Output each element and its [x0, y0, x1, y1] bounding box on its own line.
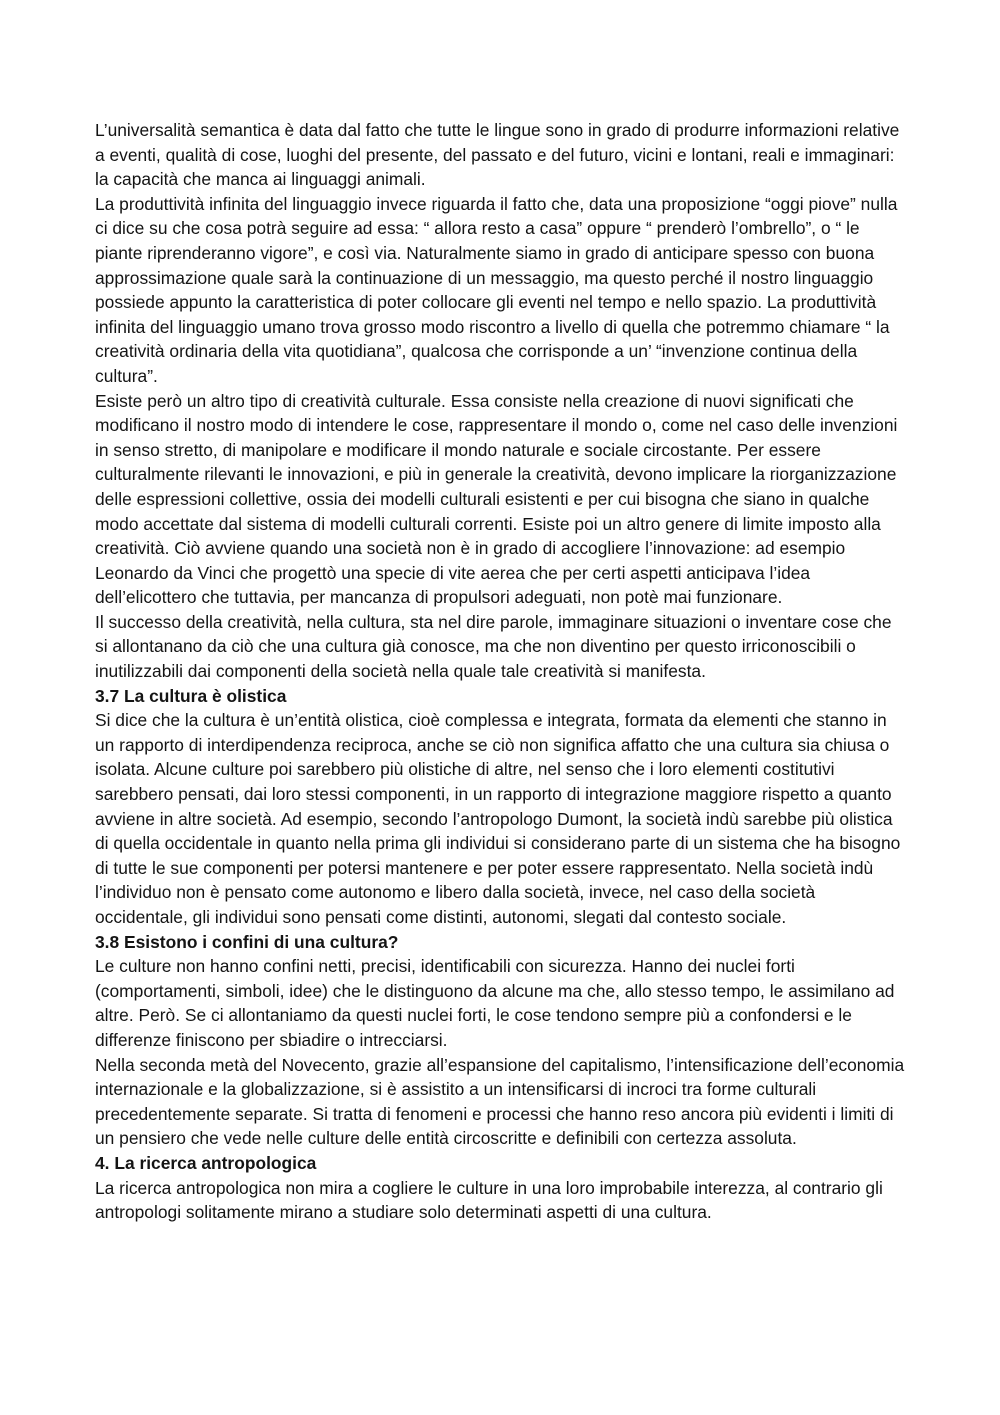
paragraph-novecento: Nella seconda metà del Novecento, grazie all’espansione del capitalismo, l’intensificazione dell’economia internazionale e la globalizzazione, si è assistito a un intensificarsi di incroci tra forme culturali precedentemente separate. Si tratta di fenomeni e processi che hanno reso ancora più evidenti i limiti di un pensiero che vede nelle culture delle entità circoscritte e definibili con certezza assoluta.	[95, 1054, 905, 1149]
heading-4: 4. La ricerca antropologica	[95, 1152, 317, 1173]
paragraph-ricerca-antropologica: La ricerca antropologica non mira a cogliere le culture in una loro improbabile interezza, al contrario gli antropologi solitamente mirano a studiare solo determinati aspetti di una cultura.	[95, 1177, 883, 1223]
paragraph-cultura-olistica: Si dice che la cultura è un’entità olistica, cioè complessa e integrata, formata da elementi che stanno in un rapporto di interdipendenza reciproca, anche se ciò non significa affatto che una cultura sia chiusa o isolata. Alcune culture poi sarebbero più olistiche di altre, nel senso che i loro elementi costitutivi sarebbero pensati, dai loro stessi componenti, in un rapporto di integrazione maggiore rispetto a quanto avviene in altre società. Ad esempio, secondo l’antropologo Dumont, la società indù sarebbe più olistica di quella occidentale in quanto nella prima gli individui si considerano parte di un sistema che ha bisogno di tutte le sue componenti per potersi mantenere e per poter essere rappresentato. Nella società indù l’individuo non è pensato come autonomo e libero dalla società, invece, nel caso della società occidentale, gli individui sono pensati come distinti, autonomi, slegati dal contesto sociale.	[95, 710, 901, 927]
heading-3-7: 3.7 La cultura è olistica	[95, 685, 287, 706]
paragraph-creativita-culturale: Esiste però un altro tipo di creatività culturale. Essa consiste nella creazione di nuovi significati che modificano il nostro modo di intendere le cose, rappresentare il mondo o, come nel caso delle invenzioni in senso stretto, di manipolare e modificare il mondo naturale e sociale circostante. Per essere culturalmente rilevanti le innovazioni, e più in generale la creatività, devono implicare la riorganizzazione delle espressioni collettive, ossia dei modelli culturali esistenti e per cui bisogna che siano in qualche modo accettate dal sistema di modelli culturali correnti. Esiste poi un altro genere di limite imposto alla creatività. Ciò avviene quando una società non è in grado di accogliere l’innovazione: ad esempio Leonardo da Vinci che progettò una specie di vite aerea che per certi aspetti anticipava l’idea dell’elicottero che tuttavia, per mancanza di propulsori adeguati, non potè mai funzionare.	[95, 390, 898, 608]
paragraph-confini-cultura: Le culture non hanno confini netti, precisi, identificabili con sicurezza. Hanno dei nuclei forti (comportamenti, simboli, idee) che le distinguono da alcune ma che, allo stesso tempo, le assimilano ad altre. Però. Se ci allontaniamo da questi nuclei forti, le cose tendono sempre più a confondersi e le differenze finiscono per sbiadire o intrecciarsi.	[95, 956, 895, 1050]
paragraph-universalita-semantica: L’universalità semantica è data dal fatto che tutte le lingue sono in grado di produrre informazioni relative a eventi, qualità di cose, luoghi del presente, del passato e del futuro, vicini e lontani, reali e immaginari: la capacità che manca ai linguaggi animali.	[95, 120, 900, 190]
paragraph-produttivita-infinita: La produttività infinita del linguaggio invece riguarda il fatto che, data una proposizione “oggi piove” nulla ci dice su che cosa potrà seguire ad essa: “ allora resto a casa” oppure “ prenderò l’ombrello”, o “ le piante riprenderanno vigore”, e così via. Naturalmente siamo in grado di anticipare spesso con buona approssimazione quale sarà la continuazione di un messaggio, ma questo perché il nostro linguaggio possiede appunto la caratteristica di poter collocare gli eventi nel tempo e nello spazio. La produttività infinita del linguaggio umano trova grosso modo riscontro a livello di quella che potremmo chiamare “ la creatività ordinaria della vita quotidiana”, qualcosa che corrisponde a un’ “invenzione continua della cultura”.	[95, 193, 898, 386]
document-page	[95, 118, 907, 1225]
paragraph-successo-creativita: Il successo della creatività, nella cultura, sta nel dire parole, immaginare situazioni o inventare cose che si allontanano da ciò che una cultura già conosce, ma che non diventino per questo irriconoscibili o inutilizzabili dai componenti della società nella quale tale creatività si manifesta.	[95, 611, 892, 682]
heading-3-8: 3.8 Esistono i confini di una cultura?	[95, 931, 399, 952]
